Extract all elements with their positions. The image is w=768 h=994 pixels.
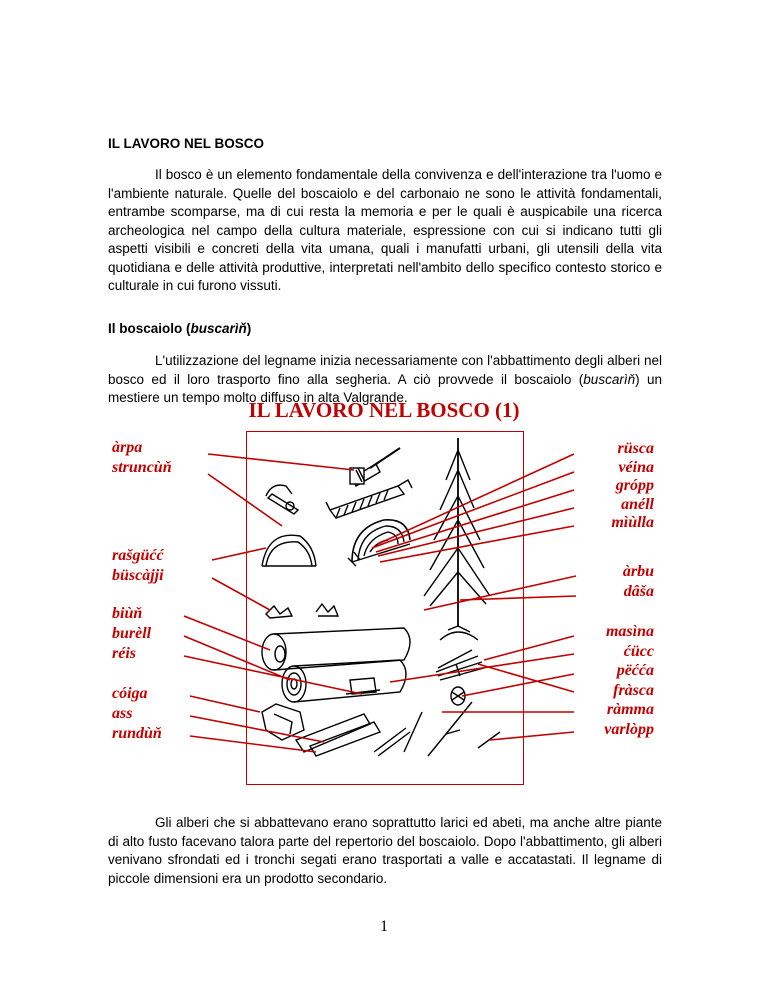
axe-drawing (350, 448, 400, 486)
section-heading-close: ) (246, 321, 252, 336)
branch-drawing (428, 702, 472, 756)
logs-drawing (262, 628, 410, 702)
label-buscajji: büscàjji (112, 567, 164, 584)
shavings-drawing (266, 604, 338, 618)
page-heading: IL LAVORO NEL BOSCO (108, 136, 265, 151)
label-rundun: rundùň (112, 725, 162, 742)
closing-paragraph: Gli alberi che si abbattevano erano soprattutto larici ed abeti, ma anche altre piante di alto fusto facevano talora parte del repertorio del boscaiolo. Dopo l'abbattimento, gli alberi venivano sfrondati ed i tronchi segati erano trasportati a valle e accatastati. Il legname di piccole dimensioni era un prodotto secondario. (108, 815, 662, 886)
label-ass: ass (112, 705, 133, 722)
paragraph2-before: L'utilizzazione del legname inizia necessariamente con l'abbattimento degli alberi nel bosco ed il loro trasporto fino alla segheria. A ciò provvede il boscaiolo ( (108, 353, 662, 387)
label-burell: burèll (112, 625, 152, 642)
section-heading-term: buscarìň (190, 321, 247, 336)
hand-tool-drawing (266, 485, 298, 514)
label-biun: biùň (112, 605, 143, 622)
figure-title: IL LAVORO NEL BOSCO (1) (248, 398, 520, 422)
label-masina: masìna (605, 623, 654, 640)
branch-bundle-drawing (436, 650, 484, 680)
right-label-group-2 (580, 562, 654, 602)
left-label-group-2 (112, 546, 164, 586)
label-miulla: mìùlla (611, 514, 654, 531)
paragraph2-term: buscarìň (583, 371, 636, 387)
label-arpa: àrpa (112, 439, 143, 456)
page-number: 1 (380, 918, 388, 935)
label-anell: anéll (621, 495, 654, 513)
crescent-saw-drawing (262, 535, 316, 566)
intro-paragraph: Il bosco è un elemento fondamentale della convivenza e dell'interazione tra l'uomo e l'ambiente naturale. Quelle del boscaiolo e del carbonaio ne sono le attività fondamentali, entrambe scomparse, ma di cui resta la memoria e per le quali è auspicabile una ricerca archeologica nel campo della cultura materiale, espressione con cui si indicano tutti gli aspetti visibili e concreti della vita umana, quali i manufatti urbani, gli utensili della vita quotidiana e delle attività produttive, interpretati nell'ambito dello specifico contesto storico e culturale in cui furono vissuti. (108, 167, 662, 293)
label-rusca: rüsca (617, 440, 654, 457)
label-coiga: cóiga (112, 685, 148, 702)
label-dasa: dâša (623, 583, 654, 600)
label-gropp: grópp (615, 477, 654, 494)
tree-drawing (424, 438, 490, 640)
label-frasca: fràsca (613, 681, 654, 699)
tools-drawing (262, 438, 500, 756)
right-label-group-1 (580, 440, 654, 533)
left-label-group-3 (112, 604, 151, 664)
left-label-group-4 (112, 684, 162, 744)
label-veina: véina (618, 458, 654, 476)
label-ramma: ràmma (606, 701, 654, 718)
bow-saw-drawing (326, 480, 412, 518)
leader-lines (184, 454, 576, 752)
label-rasguc: rašgüćć (112, 547, 164, 564)
label-arbu: àrbu (622, 563, 654, 580)
paragraph2-after: ) un mestiere un tempo molto diffuso in alta Valgrande. (108, 371, 662, 405)
label-cucc: ćücc (623, 642, 654, 660)
left-label-group-1 (112, 438, 172, 478)
label-varlopp: varlòpp (604, 720, 654, 738)
right-label-group-3 (580, 622, 654, 739)
label-reis: réis (112, 645, 136, 662)
section-heading-text: Il boscaiolo ( (108, 321, 191, 336)
label-struncun: struncùň (112, 459, 172, 476)
label-pecca: pëćća (616, 662, 654, 679)
